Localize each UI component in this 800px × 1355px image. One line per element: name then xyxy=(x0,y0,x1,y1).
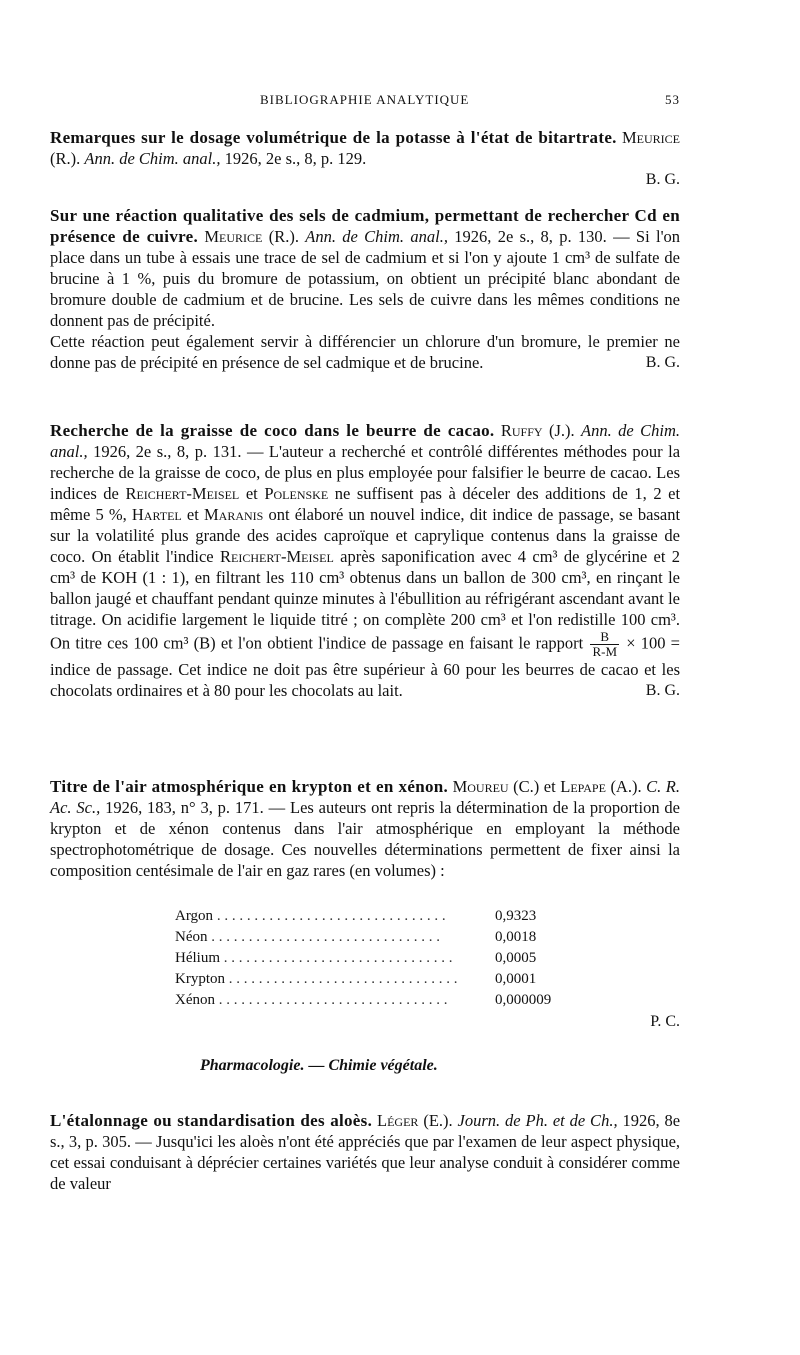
author-initial: (C.) xyxy=(513,777,540,796)
article-body: après saponification avec 4 cm³ de glycérine et 2 cm³ de KOH (1 : 1), en filtrant les 110 cm³ obtenus dans un ballon de 300 cm³, en rinçant le ballon jaugé et chauffant pendant quinze minutes à l'ébullition au réfrigérant ascendant avant le titrage. On acidifie largement le liquide titré ; on complète 200 cm³ et l'on redistille 100 cm³. On titre ces 100 cm³ (B) et l'on obtient l'indice de passage en faisant le rapport xyxy=(50,547,681,653)
author-initial: (J.). xyxy=(548,421,575,440)
table-row xyxy=(175,990,575,1011)
signature: B. G. xyxy=(645,682,680,699)
leader-dots: . . . . . . . . . . . . . . . . . . . . . . . . . . . . . . . xyxy=(215,992,448,1008)
table-row xyxy=(175,969,575,990)
person-name: Reichert-Meisel xyxy=(220,547,334,566)
gas-value: 0,0018 xyxy=(495,929,537,945)
gas-name-cell xyxy=(175,927,495,948)
article-potasse xyxy=(50,127,680,190)
gas-name: Argon xyxy=(175,908,214,924)
journal-name: Ann. de Chim. anal., xyxy=(50,421,681,461)
author-initial: (A.). xyxy=(610,777,642,796)
article-body: — Les auteurs ont repris la détermination de la proportion de krypton et de xénon contenus dans l'air atmosphérique en employant la méthode spectrophotométrique de dosage. Ces nouvelles déterminations permettent de fixer ainsi la composition centésimale de l'air en gaz rares (en volumes) : xyxy=(50,798,681,880)
gas-name: Krypton xyxy=(175,971,225,987)
table-row xyxy=(175,927,575,948)
gas-name-cell xyxy=(175,948,495,969)
article-title: Sur une réaction qualitative des sels de cadmium, permettant de rechercher Cd en présence de cuivre. xyxy=(50,206,680,246)
article-body-paragraph: Cette réaction peut également servir à différencier un chlorure d'un bromure, le premier ne donne pas de précipité en présence de sel cadmique et de brucine. xyxy=(50,332,680,372)
article-title: L'étalonnage ou standardisation des aloès. xyxy=(50,1111,373,1130)
gas-value: 0,0005 xyxy=(495,950,537,966)
running-header xyxy=(50,92,680,112)
author-name: Léger xyxy=(377,1111,419,1130)
table-row xyxy=(175,948,575,969)
article-body: ne suffisent pas à déceler des additions de 1, 2 et même 5 %, xyxy=(50,484,681,524)
gas-name: Hélium xyxy=(175,950,220,966)
article-body: ont élaboré un nouvel indice, dit indice de passage, se basant sur la volatilité plus grande des acides caproïque et caprylique contenus dans la graisse de coco. On établit l'indice xyxy=(50,505,681,566)
article-title: Remarques sur le dosage volumétrique de la potasse à l'état de bitartrate. xyxy=(50,128,617,147)
article-body: — Si l'on place dans un tube à essais une trace de sel de cadmium et si l'on y ajoute 1 cm³ de sulfate de brucine à 1 %, puis du bromure de potassium, on obtient un précipité blanc abondant de bromure double de cadmium et de brucine. Les sels de cuivre dans les mêmes conditions ne donnent pas de précipité. xyxy=(50,227,681,330)
gas-name-cell xyxy=(175,969,495,990)
gas-name-cell xyxy=(175,906,495,927)
article-body: et xyxy=(186,505,199,524)
author-initial: (R.). xyxy=(268,227,299,246)
journal-ref: 1926, 8e s., 3, p. 305. xyxy=(50,1111,681,1151)
article-graisse-coco xyxy=(50,420,680,701)
article-body: × 100 = indice de passage. Cet indice ne doit pas être supérieur à 60 pour les beurres de cacao et les chocolats ordinaires et à 80 pour les chocolats au lait. xyxy=(50,633,680,700)
article-aloes xyxy=(50,1110,680,1194)
author-name: Meurice xyxy=(621,128,680,147)
running-title: BIBLIOGRAPHIE ANALYTIQUE xyxy=(260,92,470,107)
gas-composition-table xyxy=(175,906,575,1011)
author-name: Meurice xyxy=(204,227,263,246)
table-row xyxy=(175,906,575,927)
gas-name-cell xyxy=(175,990,495,1011)
article-body: et xyxy=(245,484,258,503)
author-name: Lepape xyxy=(560,777,606,796)
person-name: Polenske xyxy=(264,484,329,503)
article-cadmium xyxy=(50,205,680,373)
journal-ref: 1926, 2e s., 8, p. 131. xyxy=(93,442,242,461)
signature: B. G. xyxy=(645,354,680,371)
journal-ref: 1926, 2e s., 8, p. 130. xyxy=(454,227,607,246)
person-name: Reichert-Meisel xyxy=(125,484,240,503)
article-body: — Jusqu'ici les aloès n'ont été appréciés que par l'examen de leur aspect physique, cet essai conduisant à déprécier certaines variétés que leur analyse conduit à considérer comme de valeur xyxy=(50,1132,681,1193)
signature: P. C. xyxy=(650,1013,680,1030)
journal-name: C. R. Ac. Sc., xyxy=(50,777,680,817)
journal-name: Journ. de Ph. et de Ch., xyxy=(457,1111,618,1130)
journal-ref: 1926, 2e s., 8, p. 129. xyxy=(224,149,367,168)
gas-value: 0,0001 xyxy=(495,971,537,987)
fraction-denominator: R-M xyxy=(592,644,618,659)
gas-value: 0,9323 xyxy=(495,908,537,924)
person-name: Maranis xyxy=(203,505,264,524)
page-number: 53 xyxy=(665,92,680,107)
gas-value: 0,000009 xyxy=(495,992,552,1008)
author-initial: (E.). xyxy=(423,1111,453,1130)
fraction xyxy=(590,630,619,659)
article-title: Titre de l'air atmosphérique en krypton et en xénon. xyxy=(50,777,449,796)
article-title: Recherche de la graisse de coco dans le beurre de cacao. xyxy=(50,421,495,440)
conjunction: et xyxy=(543,777,556,796)
section-title: Pharmacologie. — Chimie végétale. xyxy=(200,1057,438,1074)
leader-dots: . . . . . . . . . . . . . . . . . . . . . . . . . . . . . . . xyxy=(213,908,446,924)
gas-name: Xénon xyxy=(175,992,215,1008)
gas-name: Néon xyxy=(175,929,208,945)
leader-dots: . . . . . . . . . . . . . . . . . . . . . . . . . . . . . . . xyxy=(207,929,440,945)
author-initial: (R.). xyxy=(50,149,81,168)
author-name: Moureu xyxy=(452,777,509,796)
article-body: — L'auteur a recherché et contrôlé différentes méthodes pour la recherche de la graisse de coco, de plus en plus employée pour falsifier le beurre de cacao. Les indices de xyxy=(50,442,681,503)
journal-name: Ann. de Chim. anal., xyxy=(305,227,448,246)
fraction-numerator: B xyxy=(590,630,619,645)
signature: B. G. xyxy=(645,171,680,188)
journal-name: Ann. de Chim. anal., xyxy=(84,149,221,168)
journal-ref: 1926, 183, n° 3, p. 171. xyxy=(105,798,264,817)
leader-dots: . . . . . . . . . . . . . . . . . . . . . . . . . . . . . . . xyxy=(220,950,453,966)
leader-dots: . . . . . . . . . . . . . . . . . . . . . . . . . . . . . . . xyxy=(225,971,458,987)
article-krypton-xenon xyxy=(50,776,680,881)
person-name: Hartel xyxy=(131,505,182,524)
author-name: Ruffy xyxy=(500,421,543,440)
